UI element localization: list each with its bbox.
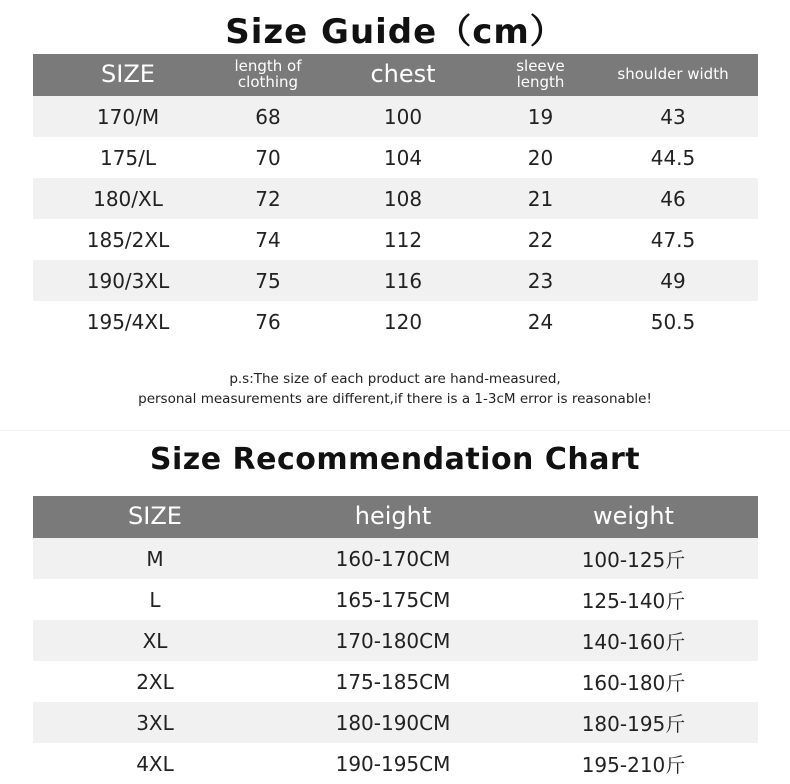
table-cell: 120 bbox=[383, 309, 423, 334]
note-line-1: p.s:The size of each product are hand-measured, bbox=[229, 371, 561, 387]
table-cell: 195-210斤 bbox=[581, 753, 686, 777]
table-cell: 20 bbox=[527, 145, 554, 170]
size-guide-body bbox=[33, 96, 758, 342]
table-cell: 140-160斤 bbox=[581, 630, 686, 654]
table-cell: 180-195斤 bbox=[581, 712, 686, 736]
table-cell: 19 bbox=[527, 104, 554, 129]
table-cell: 4XL bbox=[136, 751, 174, 776]
table-cell: 185/2XL bbox=[86, 227, 170, 252]
table-cell: 22 bbox=[527, 227, 554, 252]
size-guide-table bbox=[33, 54, 758, 342]
header-height: height bbox=[354, 502, 432, 531]
table-cell: 21 bbox=[527, 186, 554, 211]
table-row bbox=[33, 743, 758, 784]
table-cell: 170-180CM bbox=[335, 628, 451, 653]
recommendation-table bbox=[33, 496, 758, 784]
table-cell: 160-180斤 bbox=[581, 671, 686, 695]
table-cell: 100-125斤 bbox=[581, 548, 686, 572]
table-row bbox=[33, 538, 758, 579]
table-cell: 190-195CM bbox=[335, 751, 451, 776]
table-cell: 170/M bbox=[96, 104, 160, 129]
header-size: SIZE bbox=[101, 60, 155, 89]
header-size: SIZE bbox=[128, 502, 182, 531]
table-cell: 180/XL bbox=[93, 186, 163, 211]
table-cell: 43 bbox=[660, 104, 686, 129]
table-cell: 100 bbox=[383, 104, 423, 129]
table-cell: 175-185CM bbox=[335, 669, 451, 694]
size-guide-title: Size Guide（cm） bbox=[225, 12, 565, 52]
section-divider bbox=[0, 430, 790, 431]
table-cell: 175/L bbox=[99, 145, 157, 170]
table-cell: 50.5 bbox=[650, 309, 696, 334]
table-cell: 195/4XL bbox=[86, 309, 170, 334]
table-cell: 116 bbox=[383, 268, 423, 293]
table-cell: 47.5 bbox=[650, 227, 696, 252]
table-cell: 180-190CM bbox=[335, 710, 451, 735]
header-length: length of clothing bbox=[234, 57, 302, 91]
note-line-2: personal measurements are different,if there is a 1-3cM error is reasonable! bbox=[138, 391, 652, 407]
table-cell: 24 bbox=[527, 309, 554, 334]
table-cell: 74 bbox=[255, 227, 281, 252]
table-row bbox=[33, 301, 758, 342]
measurement-note bbox=[0, 369, 790, 409]
table-row bbox=[33, 579, 758, 620]
table-cell: 112 bbox=[383, 227, 423, 252]
table-cell: 68 bbox=[255, 104, 281, 129]
table-cell: 75 bbox=[255, 268, 281, 293]
table-row bbox=[33, 620, 758, 661]
recommendation-title: Size Recommendation Chart bbox=[149, 442, 641, 477]
table-cell: L bbox=[149, 587, 161, 612]
table-cell: 70 bbox=[255, 145, 281, 170]
table-cell: 46 bbox=[660, 186, 686, 211]
recommendation-header bbox=[33, 496, 758, 538]
table-cell: 49 bbox=[660, 268, 686, 293]
table-cell: 44.5 bbox=[650, 145, 696, 170]
table-row bbox=[33, 137, 758, 178]
table-row bbox=[33, 219, 758, 260]
table-row bbox=[33, 702, 758, 743]
header-weight: weight bbox=[593, 502, 674, 531]
table-row bbox=[33, 178, 758, 219]
table-cell: 165-175CM bbox=[335, 587, 451, 612]
table-cell: M bbox=[146, 546, 164, 571]
table-cell: 2XL bbox=[136, 669, 174, 694]
table-cell: 3XL bbox=[136, 710, 174, 735]
table-cell: 125-140斤 bbox=[581, 589, 686, 613]
header-sleeve: sleeve length bbox=[516, 57, 565, 91]
recommendation-body bbox=[33, 538, 758, 784]
size-guide-header bbox=[33, 54, 758, 96]
table-cell: 160-170CM bbox=[335, 546, 451, 571]
table-row bbox=[33, 260, 758, 301]
table-cell: XL bbox=[142, 628, 168, 653]
table-cell: 23 bbox=[527, 268, 554, 293]
header-shoulder: shoulder width bbox=[617, 65, 729, 84]
table-row bbox=[33, 96, 758, 137]
table-cell: 190/3XL bbox=[86, 268, 170, 293]
table-row bbox=[33, 661, 758, 702]
table-cell: 76 bbox=[255, 309, 281, 334]
table-cell: 72 bbox=[255, 186, 281, 211]
table-cell: 108 bbox=[383, 186, 423, 211]
table-cell: 104 bbox=[383, 145, 423, 170]
header-chest: chest bbox=[370, 60, 436, 89]
